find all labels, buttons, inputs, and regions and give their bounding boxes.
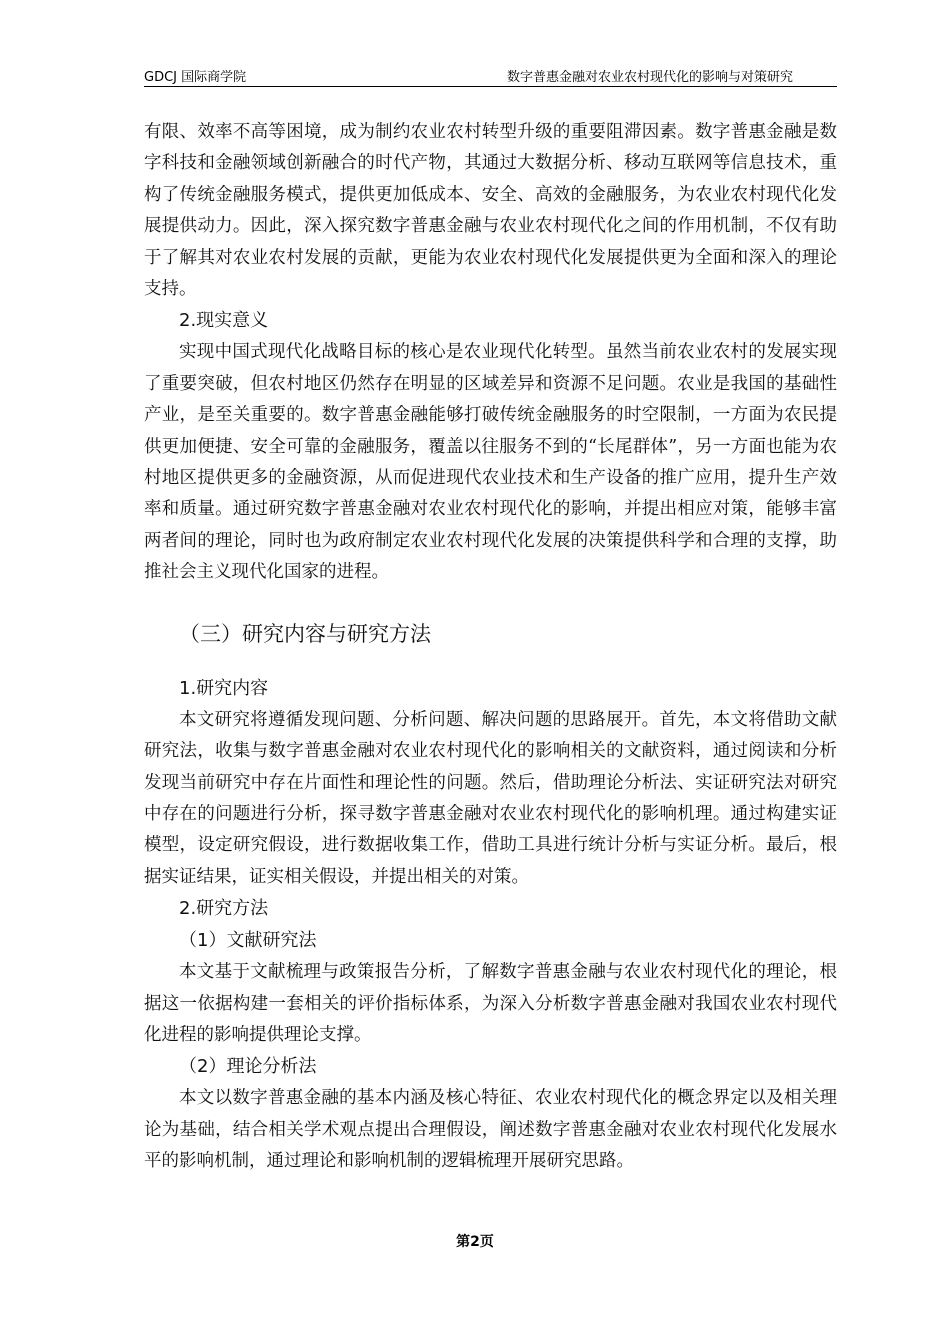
header-paper-title: 数字普惠金融对农业农村现代化的影响与对策研究 — [506, 70, 793, 85]
paragraph-literature-method: 本文基于文献梳理与政策报告分析，了解数字普惠金融与农业农村现代化的理论，根据这一依据构建一套相关的评价指标体系，为深入分析数字普惠金融对我国农业农村现代化进程的影响提供理论支撑。 — [144, 962, 837, 1045]
page-header — [144, 66, 837, 87]
heading-theory-method: （2）理论分析法 — [179, 1056, 317, 1078]
heading-practical-significance: 2.现实意义 — [179, 310, 269, 332]
spacer — [144, 589, 837, 619]
paragraph-continuation: 有限、效率不高等困境，成为制约农业农村转型升级的重要阻滞因素。数字普惠金融是数字科技和金融领域创新融合的时代产物，其通过大数据分析、移动互联网等信息技术，重构了传统金融服务模式，提供更加低成本、安全、高效的金融服务，为农业农村现代化发展提供动力。因此，深入探究数字普惠金融与农业农村现代化之间的作用机制，不仅有助于了解其对农业农村发展的贡献，更能为农业农村现代化发展提供更为全面和深入的理论支持。 — [144, 122, 837, 300]
paragraph-practical-significance: 实现中国式现代化战略目标的核心是农业现代化转型。虽然当前农业农村的发展实现了重要突破，但农村地区仍然存在明显的区域差异和资源不足问题。农业是我国的基础性产业，是至关重要的。数字普惠金融能够打破传统金融服务的时空限制，一方面为农民提供更加便捷、安全可靠的金融服务，覆盖以往服务不到的“长尾群体”，另一方面也能为农村地区提供更多的金融资源，从而促进现代农业技术和生产设备的推广应用，提升生产效率和质量。通过研究数字普惠金融对农业农村现代化的影响，并提出相应对策，能够丰富两者间的理论，同时也为政府制定农业农村现代化发展的决策提供科学和合理的支撑，助推社会主义现代化国家的进程。 — [144, 342, 837, 583]
page-number: 第2页 — [456, 1234, 494, 1250]
header-institution: GDCJ 国际商学院 — [144, 70, 247, 85]
heading-research-content: 1.研究内容 — [179, 677, 269, 699]
spacer — [144, 649, 837, 673]
paragraph-research-content: 本文研究将遵循发现问题、分析问题、解决问题的思路展开。首先，本文将借助文献研究法，收集与数字普惠金融对农业农村现代化的影响相关的文献资料，通过阅读和分析发现当前研究中存在片面性和理论性的问题。然后，借助理论分析法、实证研究法对研究中存在的问题进行分析，探寻数字普惠金融对农业农村现代化的影响机理。通过构建实证模型，设定研究假设，进行数据收集工作，借助工具进行统计分析与实证分析。最后，根据实证结果，证实相关假设，并提出相关的对策。 — [144, 709, 837, 887]
heading-research-methods: 2.研究方法 — [179, 898, 269, 920]
section-title: （三）研究内容与研究方法 — [179, 621, 431, 646]
paragraph-theory-method: 本文以数字普惠金融的基本内涵及核心特征、农业农村现代化的概念界定以及相关理论为基础，结合相关学术观点提出合理假设，阐述数字普惠金融对农业农村现代化发展水平的影响机制，通过理论和影响机制的逻辑梳理开展研究思路。 — [144, 1088, 837, 1172]
heading-literature-method: （1）文献研究法 — [179, 930, 317, 952]
page-body — [144, 117, 837, 1178]
